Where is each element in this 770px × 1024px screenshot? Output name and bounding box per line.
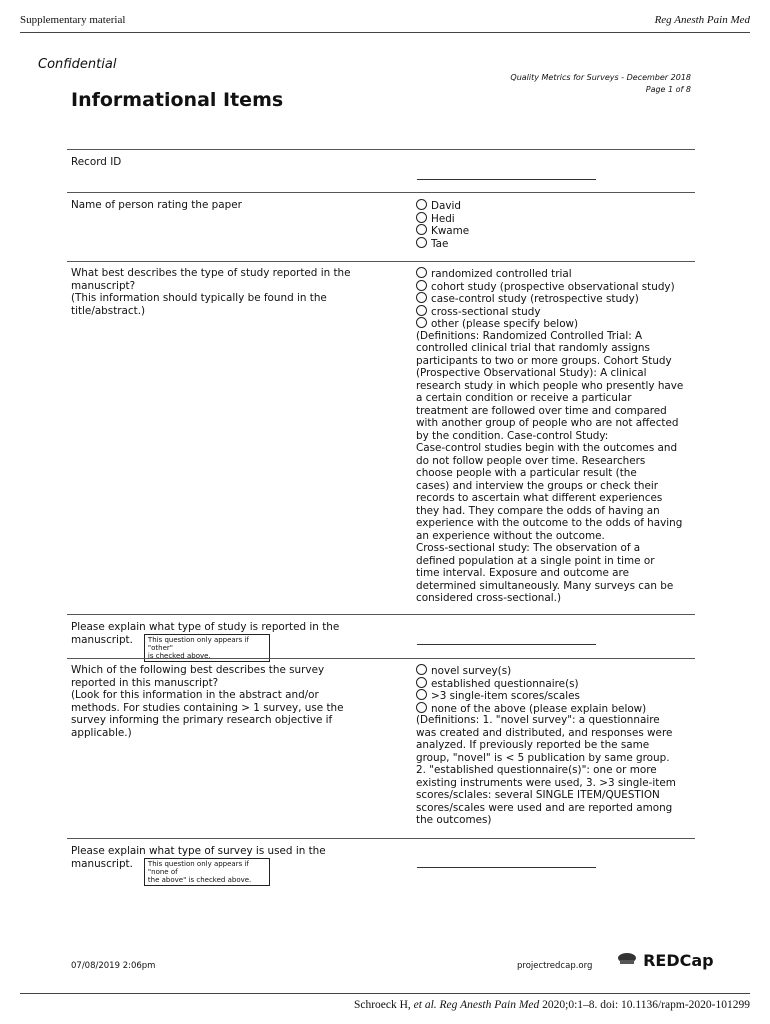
confidential-label: Confidential [38,57,117,72]
radio-button-icon[interactable] [416,689,427,700]
record-id-label: Record ID [71,156,122,168]
radio-option[interactable]: randomized controlled trial [416,267,696,280]
radio-option[interactable]: David [416,199,696,212]
radio-button-icon[interactable] [416,212,427,223]
radio-option[interactable]: cohort study (prospective observational study) [416,280,696,293]
divider [67,192,695,193]
radio-button-icon[interactable] [416,664,427,675]
radio-button-icon[interactable] [416,292,427,303]
radio-button-icon[interactable] [416,317,427,328]
meta-title: Quality Metrics for Surveys - December 2018 [510,73,691,82]
radio-option[interactable]: none of the above (please explain below) [416,702,696,715]
radio-button-icon[interactable] [416,702,427,713]
form-meta [510,72,691,96]
survey-explain-label: Please explain what type of survey is used in the manuscript. This question only appears if "none of the above" is checked above. [71,845,326,884]
radio-button-icon[interactable] [416,237,427,248]
divider [67,149,695,150]
redcap-logo [616,951,714,970]
study-explain-label: Please explain what type of study is reported in the manuscript. This question only appears if "other" is checked above. [71,621,340,660]
citation: Schroeck H, et al. Reg Anesth Pain Med 2020;0:1–8. doi: 10.1136/rapm-2020-101299 [353,999,750,1011]
divider [67,261,695,262]
radio-option[interactable]: Kwame [416,224,696,237]
radio-option[interactable]: >3 single-item scores/scales [416,689,696,702]
divider [67,658,695,659]
bottom-divider [20,993,750,994]
survey-explain-input[interactable] [417,867,596,868]
rater-options [416,199,696,249]
radio-button-icon[interactable] [416,199,427,210]
radio-option[interactable]: Hedi [416,212,696,225]
radio-option[interactable]: Tae [416,237,696,250]
radio-button-icon[interactable] [416,305,427,316]
divider [67,614,695,615]
radio-option[interactable]: novel survey(s) [416,664,696,677]
record-id-input[interactable] [417,179,596,180]
header-left: Supplementary material [20,14,126,26]
divider [67,838,695,839]
page-number: Page 1 of 8 [645,85,691,94]
footer-timestamp: 07/08/2019 2:06pm [71,961,156,971]
footer-site: projectredcap.org [517,961,593,971]
page-title: Informational Items [71,89,284,111]
radio-option[interactable]: cross-sectional study [416,305,696,318]
survey-type-definitions: (Definitions: 1. "novel survey": a questionnaire was created and distributed, and responses were analyzed. If previously reported be the same group, "novel" is < 5 publication by same group. 2. "established questionnaire(s)": one or more existing instruments were used, 3. >3 single-item scores/sclales: several SINGLE ITEM/QUESTION scores/scales were used and are reported among the outcomes) [416,714,676,826]
conditional-note: This question only appears if "other" is checked above. [144,634,270,662]
study-type-definitions: (Definitions: Randomized Controlled Trial: A controlled clinical trial that randomly assigns participants to two or more groups. Cohort Study (Prospective Observational Study): A clinical research study in which people who presently have a certain condition or receive a particular treatment are followed over time and compared with another group of people who are not affected by the condition. Case-control Study: Case-control studies begin with the outcomes and do not follow people over time. Researchers choose people with a particular result (the cases) and interview the groups or check their records to ascertain what different experiences they had. They compare the odds of having an experience with the outcome to the odds of having an experience without the outcome. Cross-sectional study: The observation of a defined population at a single point in time or time interval. Exposure and outcome are determined simultaneously. Many surveys can be considered cross-sectional.) [416,329,684,604]
radio-button-icon[interactable] [416,224,427,235]
survey-type-label: Which of the following best describes the survey reported in this manuscript? (Look for this information in the abstract and/or methods. For studies containing > 1 survey, use the survey informing the primary research objective if applicable.) [71,664,344,739]
radio-option[interactable]: case-control study (retrospective study) [416,292,696,305]
redcap-logo-icon [616,951,638,965]
radio-button-icon[interactable] [416,280,427,291]
rater-label: Name of person rating the paper [71,199,242,211]
journal-header [20,10,750,33]
study-explain-input[interactable] [417,644,596,645]
study-type-options [416,267,696,605]
redcap-logo-text: REDCap [643,951,714,970]
study-type-label: What best describes the type of study reported in the manuscript? (This information should typically be found in the title/abstract.) [71,267,351,317]
radio-button-icon[interactable] [416,267,427,278]
conditional-note: This question only appears if "none of the above" is checked above. [144,858,270,886]
radio-option[interactable]: established questionnaire(s) [416,677,696,690]
header-right: Reg Anesth Pain Med [654,14,750,26]
survey-type-options [416,664,696,827]
radio-button-icon[interactable] [416,677,427,688]
radio-option[interactable]: other (please specify below) [416,317,696,330]
